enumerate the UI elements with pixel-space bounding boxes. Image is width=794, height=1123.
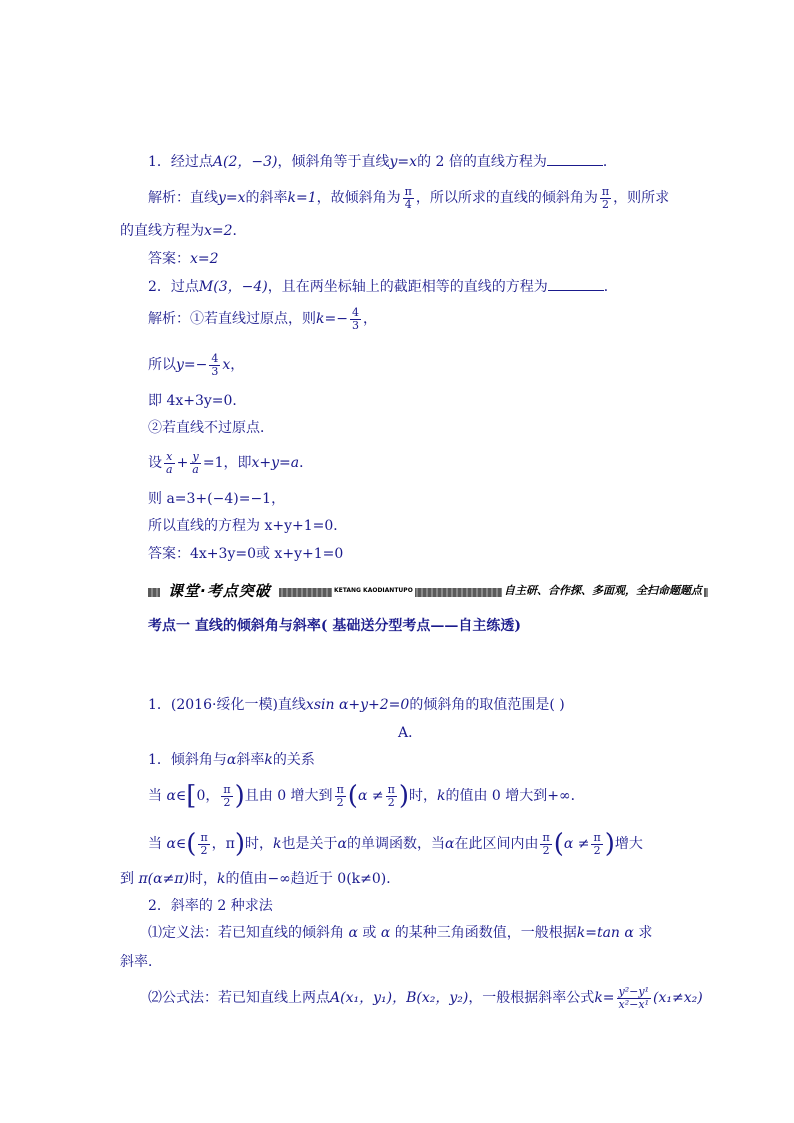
text: 所以	[148, 357, 176, 373]
alpha: α	[444, 836, 455, 852]
text: 的直线方程为	[120, 223, 204, 239]
k: k	[216, 871, 226, 887]
text: ，一般根据斜率公式	[468, 990, 595, 1006]
q1-stem	[148, 151, 617, 171]
slope-fraction	[617, 986, 651, 1011]
text: ，则所求	[613, 190, 670, 206]
k-value: k=1	[287, 190, 317, 206]
answer: x=2	[190, 251, 219, 267]
alpha: α	[380, 925, 391, 941]
banner-slogan: 自主研、合作探、多面观，全扫命题题点	[504, 584, 702, 597]
numerator: π	[542, 830, 550, 844]
numerator: π	[223, 782, 231, 796]
text: 当	[148, 836, 162, 852]
fraction	[221, 784, 232, 809]
fraction	[209, 353, 220, 378]
example-1-choice: A．	[398, 725, 423, 741]
text: 的关系	[272, 752, 315, 768]
equation: xsin α+y+2=0	[305, 697, 410, 713]
text: ，π	[211, 836, 235, 852]
method-1	[148, 924, 652, 942]
q1-analysis-cont	[120, 222, 247, 240]
text: 在此区间内由	[454, 836, 539, 852]
numerator: π	[387, 782, 395, 796]
fraction	[600, 186, 611, 211]
condition: α ≠	[357, 788, 384, 804]
method-2	[148, 983, 703, 1013]
text: 也是关于	[281, 836, 338, 852]
q2-answer: 答案：4x+3y=0或 x+y+1=0	[148, 546, 344, 562]
text: 2．过点	[148, 279, 199, 295]
text: 1．经过点	[148, 154, 213, 170]
line-eq: y=x	[218, 190, 246, 206]
numerator: π	[200, 830, 208, 844]
text: ，	[362, 311, 377, 327]
numerator: y	[190, 451, 201, 464]
text: 时，	[408, 788, 437, 804]
paren-right: )	[398, 781, 409, 811]
paren-right: )	[604, 829, 615, 859]
fraction	[335, 784, 346, 809]
text: ．	[603, 279, 618, 295]
q2-line3: 即 4x+3y=0．	[148, 393, 247, 409]
numerator: y²−y¹	[618, 984, 649, 998]
alpha: α	[337, 836, 347, 852]
fraction	[190, 451, 201, 476]
text: 1．(2016·绥化一模)直线	[148, 697, 306, 713]
text: 时，	[188, 871, 217, 887]
denominator: a	[166, 462, 173, 476]
text: 斜率	[236, 752, 265, 768]
notes-heading-2: 2．斜率的 2 种求法	[148, 898, 273, 914]
condition: (x₁≠x₂)	[653, 990, 703, 1006]
formula: k=tan α	[576, 925, 634, 941]
method-1-cont: 斜率．	[120, 954, 162, 970]
text: 的值由 0 增大到+∞．	[445, 788, 585, 804]
numerator: 4	[211, 351, 219, 365]
paren-right: )	[234, 829, 246, 859]
q2-line1	[148, 304, 377, 334]
section-heading: 考点一 直线的倾斜角与斜率( 基础送分型考点——自主练透)	[148, 618, 521, 634]
text: ．	[232, 223, 247, 239]
fraction	[386, 784, 397, 809]
x-var: x	[222, 357, 231, 373]
denominator: x²−x¹	[618, 997, 649, 1011]
paren-left: (	[553, 829, 564, 859]
paren-right: )	[234, 781, 245, 811]
text: 或	[362, 925, 377, 941]
alpha: α∈	[166, 788, 187, 804]
banner-title: 课堂·考点突破	[160, 581, 279, 601]
text: ，倾斜角等于直线	[277, 154, 390, 170]
section-banner	[148, 581, 708, 601]
answer-blank	[547, 151, 603, 166]
numerator: π	[404, 184, 412, 198]
banner-subtitle: KETANG KAODIANTUPO	[332, 585, 415, 597]
text: ，且在两坐标轴上的截距相等的直线的方程为	[267, 279, 548, 295]
q2-stem	[148, 276, 618, 296]
alpha: α	[226, 752, 237, 768]
numerator: π	[601, 184, 610, 198]
q1-answer	[148, 250, 219, 268]
text: 解析：①若直线过原点，则	[148, 311, 316, 327]
k-expr: k=−	[316, 311, 348, 327]
text: 到	[120, 871, 134, 887]
paren-left: (	[186, 829, 197, 859]
alpha: α	[348, 925, 358, 941]
answer-blank	[548, 276, 604, 291]
text: ，	[230, 357, 245, 373]
equation: x+y=a	[251, 455, 300, 471]
denominator: 2	[223, 795, 231, 809]
paren-left: (	[347, 781, 358, 811]
text: 的值由−∞趋近于 0(k≠0)．	[225, 871, 401, 887]
denominator: a	[192, 462, 199, 476]
line-eq: y=x	[389, 154, 418, 170]
text: ，故倾斜角为	[316, 190, 401, 206]
text: 的 2 倍的直线方程为	[417, 154, 547, 170]
q2-line6: 则 a=3+(−4)=−1，	[148, 491, 286, 507]
text: ⑵公式法：若已知直线上两点	[148, 990, 330, 1006]
text: 设	[148, 455, 162, 471]
alpha: α∈	[166, 836, 187, 852]
numerator: x	[164, 451, 175, 464]
notes-para-1	[148, 781, 585, 811]
notes-heading-1	[148, 751, 315, 769]
text: ⑴定义法：若已知直线的倾斜角	[148, 925, 344, 941]
text: ．	[602, 154, 617, 170]
text: 0，	[196, 788, 220, 804]
notes-para-2	[148, 829, 643, 859]
text: 的斜率	[245, 190, 288, 206]
denominator: 2	[336, 795, 344, 809]
text: 时，	[245, 836, 274, 852]
denominator: 4	[404, 197, 412, 211]
q2-line7: 所以直线的方程为 x+y+1=0．	[148, 518, 348, 534]
q2-line2	[148, 350, 244, 380]
point: A(2，−3)	[212, 154, 278, 170]
text: 当	[148, 788, 162, 804]
numerator: 4	[351, 305, 359, 319]
text: ．	[299, 455, 314, 471]
denominator: 2	[593, 843, 601, 857]
text: 增大	[614, 836, 643, 852]
k: k=	[594, 990, 615, 1006]
denominator: 3	[351, 318, 359, 332]
k: k	[273, 836, 282, 852]
fraction	[164, 451, 175, 476]
text: 且由 0 增大到	[244, 788, 333, 804]
denominator: 2	[200, 843, 208, 857]
bracket-left: [	[186, 781, 197, 811]
q1-analysis	[148, 183, 669, 213]
denominator: 2	[602, 197, 610, 211]
text: +	[176, 455, 189, 471]
text: 的单调函数，当	[346, 836, 445, 852]
fraction	[591, 832, 602, 857]
fraction	[540, 832, 551, 857]
denominator: 2	[542, 843, 550, 857]
q2-line4: ②若直线不过原点．	[148, 420, 274, 436]
notes-para-3	[120, 870, 400, 888]
fraction	[403, 186, 414, 211]
result: x=2	[204, 223, 233, 239]
fraction	[350, 307, 361, 332]
text: 的倾斜角的取值范围是( )	[409, 697, 565, 713]
text: 的某种三角函数值，一般根据	[394, 925, 577, 941]
q2-line5	[148, 448, 313, 478]
text: ，所以所求的直线的倾斜角为	[415, 190, 598, 206]
text: =1，即	[202, 455, 252, 471]
denominator: 2	[387, 795, 395, 809]
text: 1．倾斜角与	[148, 752, 227, 768]
text: 解析：直线	[148, 190, 218, 206]
y-expr: y=−	[176, 357, 208, 373]
condition: π(α≠π)	[138, 871, 189, 887]
fraction	[198, 832, 209, 857]
numerator: π	[593, 830, 601, 844]
denominator: 3	[211, 364, 219, 378]
numerator: π	[336, 782, 344, 796]
example-1	[148, 696, 565, 714]
k: k	[436, 788, 446, 804]
text: 答案：	[148, 251, 190, 267]
text: 求	[638, 925, 653, 941]
point: M(3，−4)	[198, 279, 268, 295]
points: A(x₁，y₁)，B(x₂，y₂)	[330, 990, 469, 1006]
k: k	[264, 752, 273, 768]
condition: α ≠	[563, 836, 590, 852]
